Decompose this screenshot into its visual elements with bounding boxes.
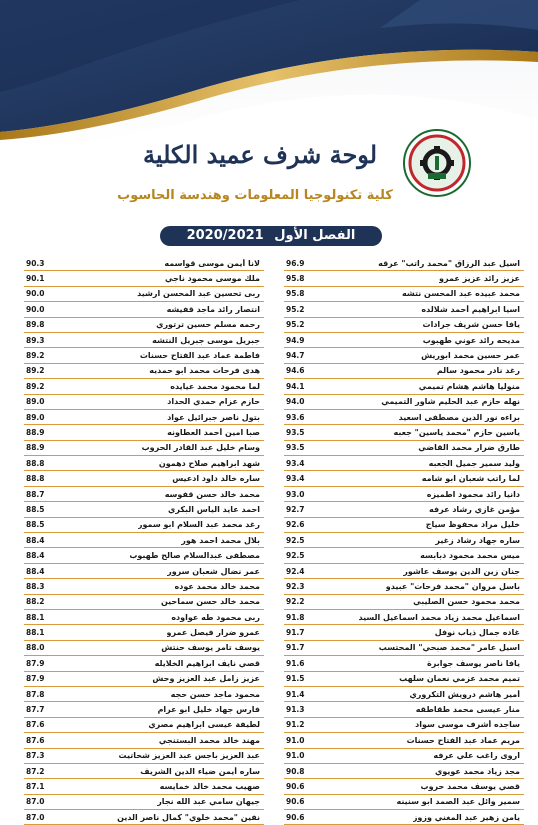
student-row [284, 487, 524, 502]
student-row [284, 364, 524, 379]
college-name: كلية تكنولوجيا المعلومات وهندسة الحاسوب [117, 188, 393, 203]
honor-list-right [284, 256, 524, 825]
student-score: 92.5 [286, 535, 305, 545]
student-score: 90.8 [286, 766, 305, 776]
student-name: هدى فرحات محمد ابو حمديه [149, 366, 260, 376]
student-row [24, 456, 264, 471]
student-score: 89.2 [26, 381, 45, 391]
student-row [24, 749, 264, 764]
student-score: 93.0 [286, 489, 305, 499]
student-name: اسيل عامر "محمد صبحي" المحتسب [378, 643, 520, 653]
student-score: 88.0 [26, 643, 45, 653]
student-score: 88.4 [26, 551, 45, 561]
student-row [24, 471, 264, 486]
student-name: محمد عبيده عبد المحسن نتشه [401, 289, 520, 299]
student-name: انتصار رائد ماجد قفيشه [166, 304, 260, 314]
student-name: وليد سمير جميل الجعبه [428, 458, 520, 468]
student-row [284, 672, 524, 687]
student-row [24, 302, 264, 317]
student-score: 87.0 [26, 812, 45, 822]
student-name: اسيل عبد الرزاق "محمد راتب" عرقه [378, 258, 520, 268]
student-score: 90.0 [26, 289, 45, 299]
student-score: 87.0 [26, 797, 45, 807]
student-row [24, 533, 264, 548]
student-row [24, 287, 264, 302]
student-score: 89.0 [26, 397, 45, 407]
student-row [24, 425, 264, 440]
student-name: محمد خالد حسن قفوسه [164, 489, 260, 499]
student-name: براءه نور الدين مصطفى اسعيد [398, 412, 520, 422]
student-row [24, 595, 264, 610]
student-score: 95.8 [286, 274, 305, 284]
student-score: 88.7 [26, 489, 45, 499]
student-score: 88.2 [26, 597, 45, 607]
student-row [284, 625, 524, 640]
student-row [24, 410, 264, 425]
student-score: 91.3 [286, 705, 305, 715]
student-score: 94.9 [286, 335, 305, 345]
semester-label: الفصل الأول [274, 228, 356, 243]
student-row [24, 379, 264, 394]
student-score: 88.3 [26, 581, 45, 591]
student-name: مؤمن غازي رشاد عرفه [429, 504, 520, 514]
student-row [284, 564, 524, 579]
student-name: ساره جهاد رشاد زغير [435, 535, 520, 545]
student-row [24, 810, 264, 825]
student-row [284, 333, 524, 348]
student-row [284, 410, 524, 425]
student-name: عبد العزيز باجس عبد العزيز شحاتيت [118, 751, 260, 761]
student-name: لما راتب شعبان ابو شامه [421, 474, 520, 484]
student-name: صهيب محمد خالد خمايسه [159, 781, 260, 791]
student-name: شهد ابراهيم صلاح دهمون [158, 458, 260, 468]
student-name: منوليا هاشم هشام تميمي [418, 381, 520, 391]
student-score: 89.0 [26, 412, 45, 422]
student-score: 89.2 [26, 366, 45, 376]
student-row [24, 548, 264, 563]
student-name: وسام خليل عبد القادر الحروب [141, 443, 260, 453]
student-score: 90.1 [26, 274, 45, 284]
student-name: نهله حازم عبد الحليم شاور التميمي [381, 397, 520, 407]
student-name: ياسين حازم "محمد ياسين" جعبه [393, 427, 520, 437]
student-score: 95.2 [286, 304, 305, 314]
student-row [284, 795, 524, 810]
student-row [24, 271, 264, 286]
student-name: لطيفة عيسى ابراهيم مصري [148, 720, 260, 730]
student-name: رحمه مسلم حسين ترتوري [156, 320, 260, 330]
student-score: 92.2 [286, 597, 305, 607]
student-row [284, 548, 524, 563]
student-score: 91.0 [286, 751, 305, 761]
student-row [24, 395, 264, 410]
student-row [284, 271, 524, 286]
student-name: بتول ناصر جبرائيل عواد [167, 412, 260, 422]
student-row [284, 287, 524, 302]
student-score: 94.6 [286, 366, 305, 376]
academic-year: 2020/2021 [186, 228, 264, 243]
student-score: 88.4 [26, 535, 45, 545]
student-name: عمرو ضرار فيصل عمرو [166, 628, 260, 638]
student-name: مهند خالد محمد البستنجي [158, 735, 260, 745]
student-name: ملك موسى محمود ناجي [164, 274, 260, 284]
student-score: 93.4 [286, 458, 305, 468]
student-score: 89.3 [26, 335, 45, 345]
student-row [284, 471, 524, 486]
student-row [284, 687, 524, 702]
student-row [284, 379, 524, 394]
student-name: عزيز رائد عزيز عمرو [439, 274, 520, 284]
student-name: باسل مروان "محمد فرحات" عبيدو [385, 581, 520, 591]
student-row [24, 733, 264, 748]
student-name: ميس محمد محمود دبابسه [420, 551, 520, 561]
student-name: جبريل موسى جبريل النتشه [152, 335, 260, 345]
student-name: محمد خالد محمد عوده [174, 581, 260, 591]
student-score: 90.6 [286, 797, 305, 807]
student-row [24, 687, 264, 702]
student-row [284, 302, 524, 317]
student-score: 87.3 [26, 751, 45, 761]
student-row [24, 702, 264, 717]
student-name: خليل مراد محفوظ سياج [425, 520, 520, 530]
student-row [284, 810, 524, 825]
student-name: مجد زياد محمد عويوي [435, 766, 520, 776]
student-score: 95.8 [286, 289, 305, 299]
student-row [24, 441, 264, 456]
student-row [24, 718, 264, 733]
student-name: رغد محمد عبد السلام ابو سمور [137, 520, 260, 530]
student-score: 92.5 [286, 551, 305, 561]
student-name: مديحه رائد عوني طهبوب [422, 335, 520, 345]
student-row [284, 702, 524, 717]
student-name: يامن زهير عبد المغني وزوز [412, 812, 520, 822]
student-row [284, 456, 524, 471]
student-score: 95.2 [286, 320, 305, 330]
student-score: 93.4 [286, 474, 305, 484]
student-name: ساجده أشرف موسى سواد [415, 720, 520, 730]
student-row [24, 610, 264, 625]
student-row [24, 672, 264, 687]
student-score: 91.6 [286, 658, 305, 668]
student-score: 94.0 [286, 397, 305, 407]
student-name: اسيا ابراهيم أحمد شلالده [421, 304, 520, 314]
student-score: 92.4 [286, 566, 305, 576]
student-row [284, 533, 524, 548]
student-score: 87.1 [26, 781, 45, 791]
student-score: 91.5 [286, 674, 305, 684]
student-score: 90.0 [26, 304, 45, 314]
student-score: 96.9 [286, 258, 305, 268]
student-score: 88.4 [26, 566, 45, 576]
student-score: 88.8 [26, 458, 45, 468]
student-name: مصطفى عبدالسلام صالح طهبوب [129, 551, 260, 561]
student-score: 88.1 [26, 612, 45, 622]
student-name: لما محمود محمد عيايده [170, 381, 260, 391]
student-score: 87.9 [26, 658, 45, 668]
student-row [284, 348, 524, 363]
student-name: عزيز زامل عبد العزيز وحش [152, 674, 260, 684]
student-score: 94.1 [286, 381, 305, 391]
student-name: غاده جمال ذياب نوفل [434, 628, 520, 638]
student-name: اروى راغب علي عرفه [433, 751, 520, 761]
student-row [284, 656, 524, 671]
student-score: 93.5 [286, 427, 305, 437]
header-decoration [0, 0, 538, 240]
student-row [24, 518, 264, 533]
student-row [284, 579, 524, 594]
student-name: حازم عزام حمدي الحداد [167, 397, 260, 407]
student-name: ساره أيمن ضياء الدين الشريف [140, 766, 260, 776]
student-score: 92.7 [286, 504, 305, 514]
student-score: 87.2 [26, 766, 45, 776]
student-name: ربى تحسين عبد المحسن ارشيد [137, 289, 260, 299]
student-score: 94.7 [286, 351, 305, 361]
student-name: بلال محمد احمد هور [181, 535, 260, 545]
student-score: 93.6 [286, 412, 305, 422]
student-row [284, 318, 524, 333]
student-row [284, 779, 524, 794]
student-score: 88.9 [26, 443, 45, 453]
student-name: محمد محمود حسن الصليبي [413, 597, 520, 607]
student-row [284, 425, 524, 440]
semester-banner [160, 226, 382, 246]
student-row [284, 395, 524, 410]
student-score: 90.6 [286, 812, 305, 822]
student-row [24, 564, 264, 579]
student-name: عمر حسين محمد ابوريش [421, 351, 520, 361]
student-score: 91.0 [286, 735, 305, 745]
student-row [284, 610, 524, 625]
student-score: 92.3 [286, 581, 305, 591]
student-score: 92.6 [286, 520, 305, 530]
student-score: 93.5 [286, 443, 305, 453]
student-row [24, 641, 264, 656]
student-score: 89.2 [26, 351, 45, 361]
student-row [284, 256, 524, 271]
student-name: نفين "محمد خلوي" كمال ناصر الدين [117, 812, 260, 822]
student-score: 90.3 [26, 258, 45, 268]
page-title: لوحة شرف عميد الكلية [142, 140, 378, 169]
student-row [24, 502, 264, 517]
student-name: جنان زين الدين يوسف عاشور [403, 566, 520, 576]
student-name: قصي يوسف محمد حروب [420, 781, 520, 791]
student-name: محمود ماجد حسن حجه [170, 689, 260, 699]
student-score: 89.8 [26, 320, 45, 330]
student-row [24, 764, 264, 779]
student-score: 91.7 [286, 628, 305, 638]
student-name: أمير هاشم درويش التكروري [409, 689, 520, 699]
student-row [24, 579, 264, 594]
student-score: 87.9 [26, 674, 45, 684]
student-row [24, 256, 264, 271]
student-name: محمد خالد حسن سماحين [160, 597, 260, 607]
student-row [24, 487, 264, 502]
student-name: اسماعيل محمد زياد محمد اسماعيل السيد [358, 612, 520, 622]
student-row [284, 518, 524, 533]
student-row [24, 348, 264, 363]
student-row [284, 718, 524, 733]
student-row [24, 625, 264, 640]
student-row [284, 595, 524, 610]
student-row [284, 441, 524, 456]
student-row [284, 749, 524, 764]
student-row [24, 333, 264, 348]
student-name: جيهان سامي عبد الله نجار [157, 797, 260, 807]
student-name: ساره خالد داود ادعيس [172, 474, 260, 484]
university-logo [402, 128, 472, 198]
student-score: 87.7 [26, 705, 45, 715]
student-score: 87.6 [26, 720, 45, 730]
student-name: منار عيسى محمد طقاطقه [415, 705, 520, 715]
student-score: 90.6 [286, 781, 305, 791]
student-score: 91.8 [286, 612, 305, 622]
student-name: فاطمة عماد عبد الفتاح حسنات [139, 351, 260, 361]
student-row [284, 502, 524, 517]
student-row [284, 764, 524, 779]
student-row [284, 641, 524, 656]
student-row [24, 318, 264, 333]
student-score: 88.5 [26, 504, 45, 514]
student-name: عمر نضال شعبان سرور [167, 566, 260, 576]
student-name: سمير وائل عبد الصمد ابو سنينه [396, 797, 520, 807]
student-name: رغد نادر محمود سالم [436, 366, 520, 376]
student-score: 88.8 [26, 474, 45, 484]
student-name: قصي نايف ابراهيم الخلايله [154, 658, 260, 668]
student-name: دانيا رائد محمود اطميزه [426, 489, 520, 499]
student-score: 91.2 [286, 720, 305, 730]
student-name: يافا حسن شريف جرادات [422, 320, 520, 330]
student-name: تميم محمد عزمي نعمان سلهب [399, 674, 520, 684]
student-name: ربى محمود طه عواوده [171, 612, 260, 622]
student-score: 87.8 [26, 689, 45, 699]
student-name: صبا امين أحمد العطاونه [167, 427, 260, 437]
student-name: يافا ناصر يوسف جوابرة [427, 658, 520, 668]
student-name: احمد عايد الياس البكري [168, 504, 260, 514]
student-name: طارق ضرار محمد القاضي [418, 443, 520, 453]
student-score: 88.1 [26, 628, 45, 638]
student-row [24, 364, 264, 379]
student-score: 91.7 [286, 643, 305, 653]
student-name: يوسف تامر يوسف حنتش [161, 643, 260, 653]
student-row [24, 795, 264, 810]
student-row [24, 656, 264, 671]
student-score: 88.5 [26, 520, 45, 530]
student-row [284, 733, 524, 748]
student-name: فارس جهاد خليل ابو عرام [157, 705, 260, 715]
honor-list-left [24, 256, 264, 825]
student-name: مريم عماد عبد الفتاح حسنات [406, 735, 520, 745]
student-score: 88.9 [26, 427, 45, 437]
header-banner [0, 0, 538, 240]
student-score: 91.4 [286, 689, 305, 699]
student-name: لانا أيمن موسى قواسمه [164, 258, 260, 268]
student-score: 87.6 [26, 735, 45, 745]
student-row [24, 779, 264, 794]
